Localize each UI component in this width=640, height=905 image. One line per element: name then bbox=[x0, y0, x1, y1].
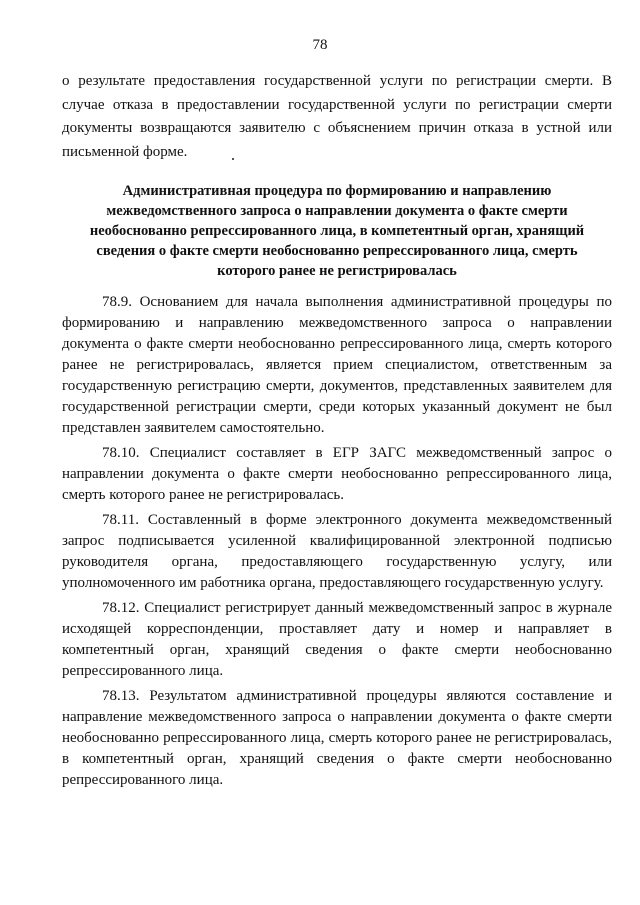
page-number: 78 bbox=[312, 37, 328, 53]
scan-speck bbox=[232, 158, 234, 160]
paragraph-78-11: 78.11. Составленный в форме электронного документа межведомственный запрос подписывается усиленной квалифицированной электронной подписью руководителя органа, предоставляющего государственную услугу, или уполномоченного им работника органа, предоставляющего государственную услугу. bbox=[62, 512, 612, 591]
paragraph-78-10: 78.10. Специалист составляет в ЕГР ЗАГС межведомственный запрос о направлении документа о факте смерти необоснованно репрессированного лица, смерть которого ранее не регистрировалась. bbox=[62, 445, 612, 503]
section-heading: Административная процедура по формированию и направлению межведомственного запроса о направлении документа о факте смерти необоснованно репрессированного лица, в компетентный орган, хранящий сведения о факте смерти необоснованно репрессированного лица, смерть которого ранее не регистрировалась bbox=[89, 183, 585, 279]
intro-paragraph: о результате предоставления государственной услуги по регистрации смерти. В случае отказа в предоставлении государственной услуги по регистрации смерти документы возвращаются заявителю с объяснением причин отказа в устной или письменной форме. bbox=[62, 73, 612, 160]
paragraph-78-13: 78.13. Результатом административной процедуры являются составление и направление межведомственного запроса о направлении документа о факте смерти необоснованно репрессированного лица, смерть которого ранее не регистрировалась, в компетентный орган, хранящий сведения о факте смерти необоснованно репрессированного лица. bbox=[62, 688, 612, 788]
paragraph-78-9: 78.9. Основанием для начала выполнения административной процедуры по формированию и направлению межведомственного запроса о направлении документа о факте смерти необоснованно репрессированного лица, смерть которого ранее не регистрировалась, является прием специалистом, ответственным за государственную регистрацию смерти, документов, представленных заявителем для государственной регистрации смерти, среди которых указанный документ не был представлен заявителем самостоятельно. bbox=[62, 294, 612, 436]
section-body bbox=[62, 292, 612, 795]
paragraph-78-12: 78.12. Специалист регистрирует данный межведомственный запрос в журнале исходящей корреспонденции, проставляет дату и номер и направляет в компетентный орган, хранящий сведения о факте смерти необоснованно репрессированного лица. bbox=[62, 600, 612, 679]
